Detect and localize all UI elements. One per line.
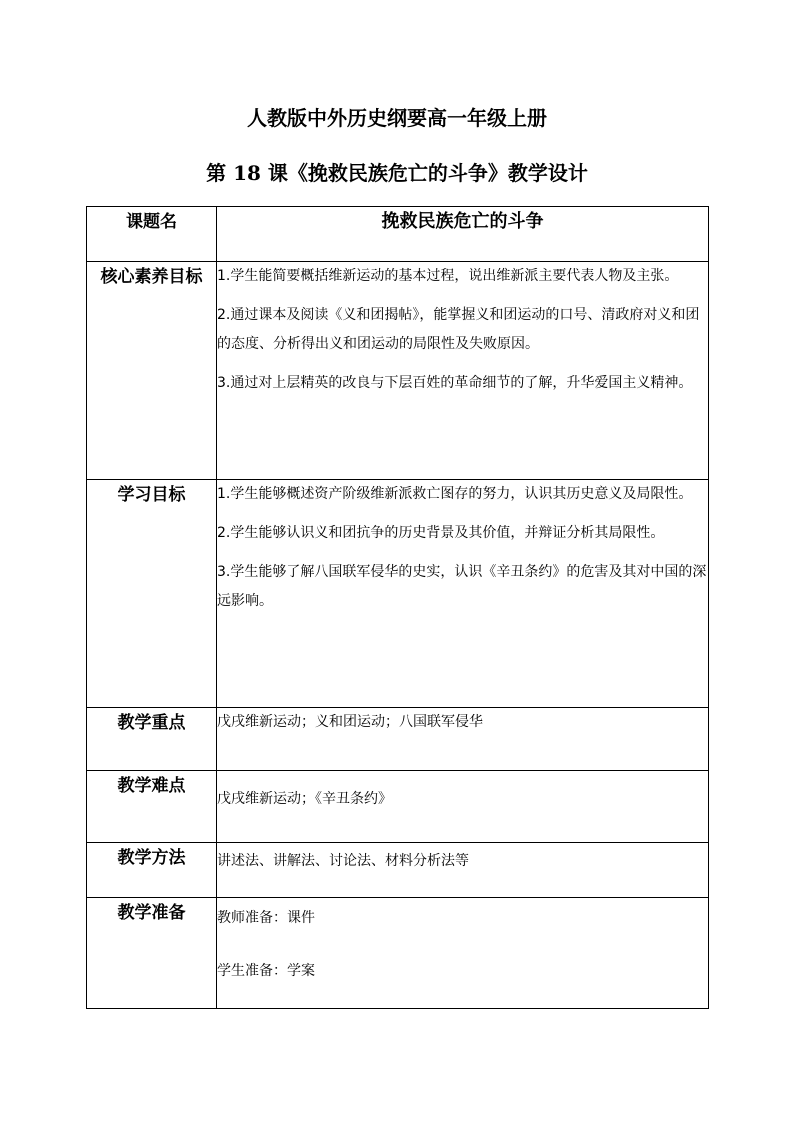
methods-content: 讲述法、讲解法、讨论法、材料分析法等 xyxy=(217,843,709,898)
table-row-learning-goals xyxy=(87,480,709,708)
preparation-content xyxy=(217,898,709,1009)
row-label-difficult-points: 教学难点 xyxy=(87,771,217,843)
core-goal-item: 2.通过课本及阅读《义和团揭帖》，能掌握义和团运动的口号、清政府对义和团的态度、分析得出义和团运动的局限性及失败原因。 xyxy=(217,307,700,352)
learning-goal-item: 2.学生能够认识义和团抗争的历史背景及其价值，并辩证分析其局限性。 xyxy=(217,525,665,541)
key-points-content: 戊戌维新运动；义和团运动；八国联军侵华 xyxy=(217,708,709,771)
row-label-topic: 课题名 xyxy=(87,207,217,262)
table-row-preparation xyxy=(87,898,709,1009)
core-goals-content xyxy=(217,262,709,480)
topic-value: 挽救民族危亡的斗争 xyxy=(217,207,709,262)
document-title: 人教版中外历史纲要高一年级上册 xyxy=(247,106,547,130)
row-label-learning-goals: 学习目标 xyxy=(87,480,217,708)
teacher-preparation: 教师准备：课件 xyxy=(217,910,315,926)
row-label-core-goals: 核心素养目标 xyxy=(87,262,217,480)
learning-goal-item: 1.学生能够概述资产阶级维新派救亡图存的努力，认识其历史意义及局限性。 xyxy=(217,486,693,502)
lesson-title: 第 18 课《挽救民族危亡的斗争》教学设计 xyxy=(206,161,588,185)
student-preparation: 学生准备：学案 xyxy=(217,963,315,979)
table-row-methods xyxy=(87,843,709,898)
row-label-preparation: 教学准备 xyxy=(87,898,217,1009)
row-label-methods: 教学方法 xyxy=(87,843,217,898)
learning-goals-content xyxy=(217,480,709,708)
core-goal-item: 3.通过对上层精英的改良与下层百姓的革命细节的了解，升华爱国主义精神。 xyxy=(217,375,693,391)
table-row-topic xyxy=(87,207,709,262)
table-row-key-points xyxy=(87,708,709,771)
difficult-points-content: 戊戌维新运动；《辛丑条约》 xyxy=(217,771,709,843)
learning-goal-item: 3.学生能够了解八国联军侵华的史实，认识《辛丑条约》的危害及其对中国的深远影响。 xyxy=(217,564,707,609)
core-goal-item: 1.学生能简要概括维新运动的基本过程，说出维新派主要代表人物及主张。 xyxy=(217,268,679,284)
lesson-plan-table xyxy=(86,206,709,1009)
table-row-difficult-points xyxy=(87,771,709,843)
row-label-key-points: 教学重点 xyxy=(87,708,217,771)
table-row-core-goals xyxy=(87,262,709,480)
